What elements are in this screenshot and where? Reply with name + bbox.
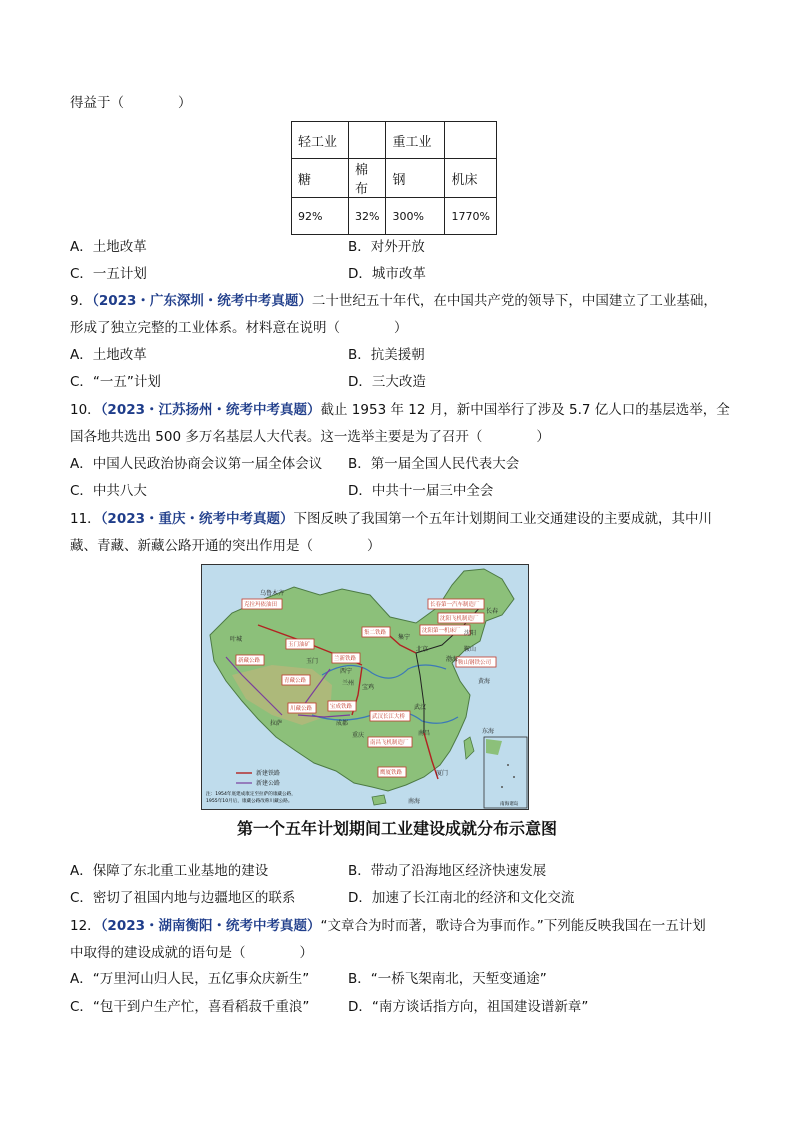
- svg-text:兰新铁路: 兰新铁路: [334, 656, 357, 662]
- q12-option-c[interactable]: C．“包干到户生产忙，喜看稻菽千重浪”: [70, 999, 310, 1015]
- q11-stem-line1: [70, 510, 712, 528]
- q9-option-d[interactable]: D．三大改造: [348, 374, 426, 390]
- industry-growth-table: [291, 121, 497, 235]
- q8-option-b[interactable]: B．对外开放: [348, 239, 425, 255]
- q10-option-a[interactable]: A．中国人民政治协商会议第一届全体会议: [70, 456, 323, 472]
- svg-text:宝成铁路: 宝成铁路: [330, 704, 353, 710]
- table-header-heavy: 重工业: [386, 122, 445, 159]
- table-header-empty: [445, 122, 496, 159]
- map-box-1: [242, 599, 282, 609]
- q10-text: 截止 1953 年 12 月，新中国举行了涉及 5.7 亿人口的基层选举，全: [320, 402, 730, 418]
- q9-stem-line1: [70, 292, 717, 310]
- q12-option-a[interactable]: A．“万里河山归人民，五亿事众庆新生”: [70, 971, 310, 987]
- map-box-14: [420, 625, 470, 635]
- svg-text:鹰厦铁路: 鹰厦铁路: [380, 770, 403, 776]
- map-box-2: [236, 655, 264, 665]
- map-box-9: [370, 711, 410, 721]
- map-box-12: [428, 599, 484, 609]
- svg-text:新藏公路: 新藏公路: [238, 658, 261, 664]
- legend-railway: 新建铁路: [256, 770, 281, 777]
- city-label: 成都: [336, 720, 349, 727]
- map-note-line1: 注：1954年底建成康定至拉萨的康藏公路，: [206, 792, 296, 797]
- city-label: 鞍山: [464, 646, 477, 653]
- city-label: 南昌: [418, 730, 431, 737]
- svg-text:沈阳飞机制造厂: 沈阳飞机制造厂: [440, 616, 479, 622]
- map-legend: [206, 769, 296, 804]
- q9-stem-line2: 形成了独立完整的工业体系。材料意在说明（ ）: [70, 320, 408, 336]
- q10-option-b[interactable]: B．第一届全国人民代表大会: [348, 456, 520, 472]
- city-label: 北京: [416, 646, 429, 653]
- map-note-line2: 1955年10月后，康藏公路改称川藏公路。: [206, 799, 293, 804]
- q12-source: （2023・湖南衡阳・统考中考真题）: [100, 918, 321, 934]
- svg-text:集二铁路: 集二铁路: [364, 630, 387, 636]
- q9-number: 9．: [70, 293, 93, 309]
- table-cell-item: 钢: [386, 159, 445, 198]
- svg-text:川藏公路: 川藏公路: [290, 706, 313, 712]
- q8-option-d[interactable]: D．城市改革: [348, 266, 426, 282]
- q11-option-a[interactable]: A．保障了东北重工业基地的建设: [70, 863, 269, 879]
- table-cell-value: 32%: [349, 198, 386, 235]
- q9-source: （2023・广东深圳・统考中考真题）: [92, 293, 312, 309]
- sea-label: 东海: [482, 728, 495, 735]
- city-label: 拉萨: [270, 720, 283, 727]
- q10-source: （2023・江苏扬州・统考中考真题）: [100, 402, 321, 418]
- table-cell-item: 机床: [445, 159, 496, 198]
- q11-option-b[interactable]: B．带动了沿海地区经济快速发展: [348, 863, 547, 879]
- q11-option-d[interactable]: D．加速了长江南北的经济和文化交流: [348, 890, 575, 906]
- map-caption: 第一个五年计划期间工业建设成就分布示意图: [236, 819, 557, 838]
- table-cell-value: 300%: [386, 198, 445, 235]
- map-box-7: [332, 653, 360, 663]
- q10-stem-line2: 国各地共选出 500 多万名基层人大代表。这一选举主要是为了召开（ ）: [70, 429, 550, 445]
- city-label: 长春: [486, 608, 499, 615]
- svg-text:沈阳第一机床厂: 沈阳第一机床厂: [422, 628, 461, 634]
- q8-stem-end: 得益于（ ）: [70, 95, 192, 111]
- city-label: 集宁: [398, 634, 411, 641]
- q12-stem-line1: [70, 917, 706, 935]
- q12-option-d[interactable]: D．“南方谈话指方向，祖国建设谱新章”: [348, 999, 589, 1015]
- industry-map: [201, 564, 529, 810]
- svg-text:长春第一汽车制造厂: 长春第一汽车制造厂: [430, 602, 480, 608]
- city-label: 宝鸡: [362, 684, 375, 691]
- table-header-light: 轻工业: [292, 122, 349, 159]
- map-box-13: [438, 613, 484, 623]
- q10-stem-line1: [70, 401, 730, 419]
- svg-text:青藏公路: 青藏公路: [284, 678, 307, 684]
- map-box-6: [328, 701, 356, 711]
- city-label: 玉门: [306, 658, 319, 665]
- q11-option-c[interactable]: C．密切了祖国内地与边疆地区的联系: [70, 890, 296, 906]
- map-box-10: [368, 737, 412, 747]
- map-box-3: [282, 675, 310, 685]
- map-box-4: [288, 703, 316, 713]
- q10-number: 10．: [70, 402, 101, 418]
- q12-number: 12．: [70, 918, 101, 934]
- table-cell-value: 92%: [292, 198, 349, 235]
- q8-option-a[interactable]: A．土地改革: [70, 239, 147, 255]
- city-label: 乌鲁木齐: [260, 590, 285, 597]
- svg-text:南昌飞机制造厂: 南昌飞机制造厂: [370, 740, 409, 746]
- q10-option-d[interactable]: D．中共十一届三中全会: [348, 483, 494, 499]
- q11-stem-line2: 藏、青藏、新藏公路开通的突出作用是（ ）: [70, 538, 381, 554]
- q8-option-c[interactable]: C．一五计划: [70, 266, 147, 282]
- legend-highway: 新建公路: [256, 780, 281, 787]
- city-label: 厦门: [436, 770, 449, 777]
- hainan-island: [372, 795, 386, 805]
- q11-number: 11．: [70, 511, 101, 527]
- svg-text:武汉长江大桥: 武汉长江大桥: [372, 714, 406, 720]
- city-label: 叶城: [230, 636, 243, 643]
- city-label: 西宁: [340, 668, 353, 675]
- sea-label: 黄海: [478, 678, 491, 685]
- map-box-15: [456, 657, 496, 667]
- svg-text:鞍山钢铁公司: 鞍山钢铁公司: [458, 660, 492, 666]
- map-box-8: [362, 627, 390, 637]
- table-cell-item: 棉布: [349, 159, 386, 198]
- q11-source: （2023・重庆・统考中考真题）: [100, 511, 294, 527]
- taiwan-island: [464, 737, 474, 759]
- table-cell-value: 1770%: [445, 198, 496, 235]
- city-label: 武汉: [414, 704, 427, 711]
- q12-option-b[interactable]: B．“一桥飞架南北，天堑变通途”: [348, 971, 547, 987]
- q12-stem-line2: 中取得的建设成就的语句是（ ）: [70, 945, 313, 961]
- city-label: 沈阳: [464, 630, 477, 637]
- table-header-empty: [349, 122, 386, 159]
- q9-text: 二十世纪五十年代，在中国共产党的领导下，中国建立了工业基础，: [311, 293, 717, 309]
- q12-text: “文章合为时而著，歌诗合为事而作。”下列能反映我国在一五计划: [320, 918, 706, 934]
- map-box-5: [286, 639, 314, 649]
- q11-text: 下图反映了我国第一个五年计划期间工业交通建设的主要成就，其中川: [293, 511, 713, 527]
- south-china-sea-inset: [484, 737, 527, 808]
- china-map-svg: [202, 565, 528, 809]
- table-cell-item: 糖: [292, 159, 349, 198]
- sea-label: 渤海: [446, 656, 459, 663]
- city-label: 兰州: [342, 680, 355, 687]
- svg-text:玉门油矿: 玉门油矿: [288, 642, 311, 648]
- svg-text:克拉玛依油田: 克拉玛依油田: [244, 602, 278, 608]
- svg-text:南海诸岛: 南海诸岛: [500, 802, 519, 807]
- q10-option-c[interactable]: C．中共八大: [70, 483, 147, 499]
- q9-option-c[interactable]: C．“一五”计划: [70, 374, 161, 390]
- q9-option-a[interactable]: A．土地改革: [70, 347, 147, 363]
- map-box-11: [378, 767, 406, 777]
- city-label: 重庆: [352, 732, 365, 739]
- sea-label: 南海: [408, 798, 421, 805]
- q9-option-b[interactable]: B．抗美援朝: [348, 347, 425, 363]
